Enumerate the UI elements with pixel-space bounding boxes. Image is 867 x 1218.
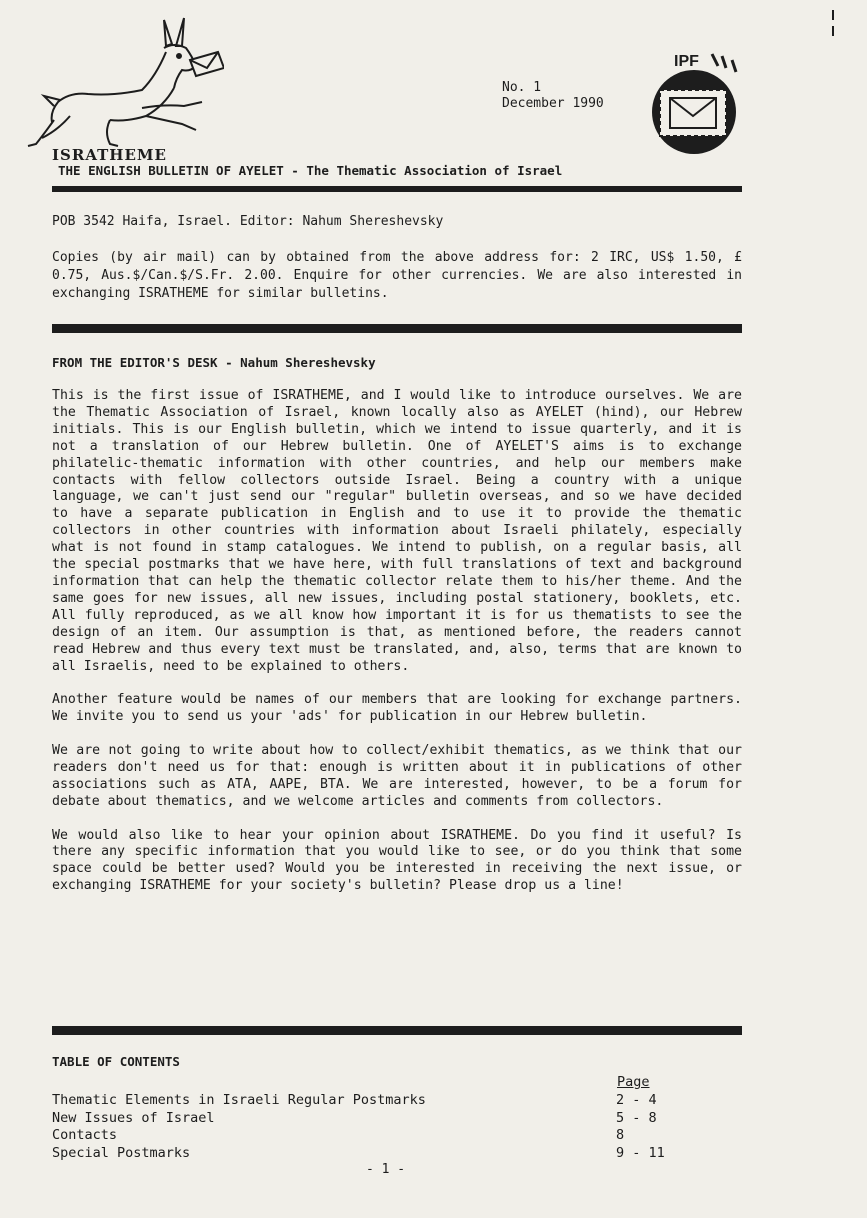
toc-item-label: Special Postmarks — [52, 1144, 191, 1161]
editor-paragraph: Another feature would be names of our members that are looking for exchange partners. We invite you to send us your 'ads' for publication in our Hebrew bulletin. — [52, 692, 742, 725]
editor-paragraph: We would also like to hear your opinion about ISRATHEME. Do you find it useful? Is there any specific information that you would like to see, or do you think that some space could be better used? Would you be interested in receiving the next issue, or exchanging ISRATHEME for your society's bulletin? Please drop us a line! — [52, 827, 742, 894]
address-line: POB 3542 Haifa, Israel. Editor: Nahum Shereshevsky — [52, 214, 444, 229]
section-rule — [52, 324, 742, 333]
toc-item-label: Thematic Elements in Israeli Regular Postmarks — [52, 1092, 426, 1108]
toc-item — [52, 1127, 672, 1145]
toc-item-pages: 8 — [616, 1127, 625, 1143]
logo-wordmark: ISRATHEME — [52, 146, 167, 164]
issue-info — [502, 80, 604, 112]
issue-date: December 1990 — [502, 96, 604, 111]
copies-info: Copies (by air mail) can by obtained from the above address for: 2 IRC, US$ 1.50, £ 0.75, Aus.$/Can.$/S.Fr. 2.00. Enquire for other currencies. We are also interested in exchanging ISRATHEME for similar bulletins. — [52, 250, 742, 301]
toc-item-pages: 9 - 11 — [616, 1144, 665, 1161]
toc-page-header: Page — [617, 1074, 650, 1090]
page-number: - 1 - — [366, 1162, 406, 1177]
toc-rule — [52, 1026, 742, 1035]
ipf-stamp-logo-icon — [636, 46, 754, 166]
toc-item-label: Contacts — [52, 1127, 118, 1143]
editor-body — [52, 388, 742, 912]
toc-item-label: New Issues of Israel — [52, 1109, 215, 1126]
editor-paragraph: This is the first issue of ISRATHEME, and I would like to introduce ourselves. We are the Thematic Association of Israel, known locally also as AYELET (hind), our Hebrew initials. This is our English bulletin, which we intend to issue quarterly, and it is not a translation of our Hebrew bulletin. One of AYELET'S aims is to exchange philatelic-thematic information with other countries, and help our members make contacts with fellow collectors outside Israel. Being a country with a unique language, we can't just send our "regular" bulletin overseas, and so we have decided to have a separate publication in English and to use it to provide the thematic collectors in other countries with information about Israeli philately, especially what is not found in stamp catalogues. We intend to publish, on a regular basis, all the special postmarks that we have here, with full translations of text and background information that can help the thematic collector relate them to his/her theme. And the same goes for new issues, all new issues, including postal stationery, booklets, etc. All fully reproduced, as we all know how important it is for us thematists to see the design of an item. Our assumption is that, as mentioned before, the readers cannot read Hebrew and thus every text must be translated, and, also, terms that are known to all Israelis, need to be explained to others. — [52, 388, 742, 674]
deer-logo-icon — [14, 12, 224, 162]
editor-paragraph: We are not going to write about how to collect/exhibit thematics, as we think that our readers don't need us for that: enough is written about it in publications of other associations such as ATA, AAPE, BTA. We are interested, however, to be a forum for debate about thematics, and we welcome articles and comments from collectors. — [52, 743, 742, 809]
table-of-contents — [52, 1092, 672, 1162]
issue-number: No. 1 — [502, 80, 542, 95]
toc-item — [52, 1145, 672, 1163]
toc-item — [52, 1092, 672, 1110]
toc-item-pages: 2 - 4 — [616, 1092, 657, 1108]
header-rule — [52, 186, 742, 192]
ipf-label: IPF — [674, 53, 699, 70]
toc-title: TABLE OF CONTENTS — [52, 1054, 180, 1069]
toc-item — [52, 1110, 672, 1128]
editor-heading: FROM THE EDITOR'S DESK - Nahum Shereshevsky — [52, 355, 376, 370]
bulletin-subtitle: THE ENGLISH BULLETIN OF AYELET - The Thematic Association of Israel — [58, 163, 563, 178]
margin-mark-icon — [827, 8, 839, 38]
toc-item-pages: 5 - 8 — [616, 1109, 657, 1126]
